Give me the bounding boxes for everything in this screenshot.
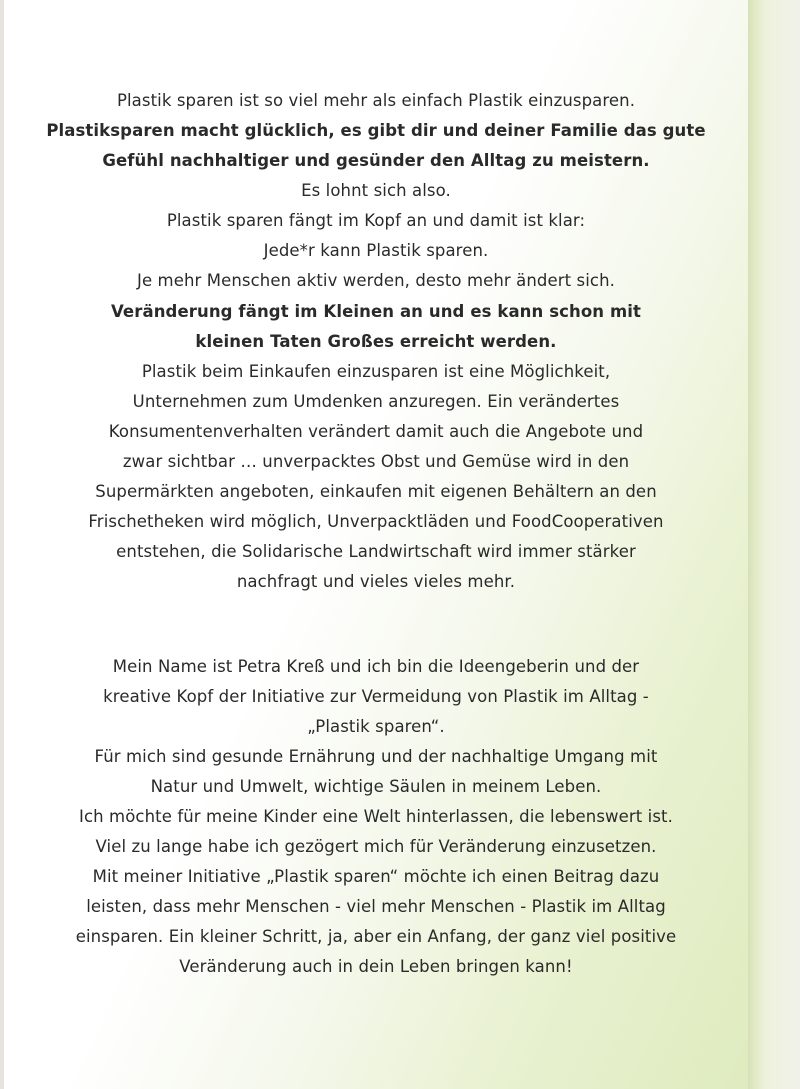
text-line: Natur und Umwelt, wichtige Säulen in meinem Leben. (150, 777, 602, 796)
text-line: Ich möchte für meine Kinder eine Welt hinterlassen, die lebenswert ist. (79, 807, 673, 826)
text-line: Supermärkten angeboten, einkaufen mit eigenen Behältern an den (95, 482, 657, 501)
text-line: Jede*r kann Plastik sparen. (263, 241, 489, 260)
text-line: Plastik beim Einkaufen einzusparen ist eine Möglichkeit, (141, 362, 611, 381)
text-line-bold: Gefühl nachhaltiger und gesünder den Alltag zu meistern. (102, 151, 650, 170)
text-line: Veränderung auch in dein Leben bringen kann! (179, 957, 573, 976)
author-paragraph (4, 652, 748, 982)
text-line: einsparen. Ein kleiner Schritt, ja, aber ein Anfang, der ganz viel positive (75, 927, 677, 946)
text-line: Je mehr Menschen aktiv werden, desto mehr ändert sich. (136, 271, 616, 290)
text-line: „Plastik sparen“. (307, 717, 445, 736)
text-line: Viel zu lange habe ich gezögert mich für Veränderung einzusetzen. (95, 837, 657, 856)
text-line: entstehen, die Solidarische Landwirtschaft wird immer stärker (116, 542, 636, 561)
text-line: Es lohnt sich also. (301, 181, 451, 200)
text-line: Mit meiner Initiative „Plastik sparen“ möchte ich einen Beitrag dazu (92, 867, 660, 886)
intro-paragraph (4, 86, 748, 296)
text-line: zwar sichtbar … unverpacktes Obst und Gemüse wird in den (122, 452, 630, 471)
text-line: Unternehmen zum Umdenken anzuregen. Ein verändertes (132, 392, 620, 411)
text-line: Plastik sparen ist so viel mehr als einfach Plastik einzusparen. (116, 91, 636, 110)
text-line: Frischetheken wird möglich, Unverpacktläden und FoodCooperativen (88, 512, 664, 531)
text-line-bold: Veränderung fängt im Kleinen an und es kann schon mit (110, 302, 642, 321)
text-line: nachfragt und vieles vieles mehr. (236, 572, 516, 591)
text-line: leisten, dass mehr Menschen - viel mehr Menschen - Plastik im Alltag (86, 897, 666, 916)
text-line-bold: kleinen Taten Großes erreicht werden. (195, 332, 557, 351)
text-line: Mein Name ist Petra Kreß und ich bin die Ideengeberin und der (112, 657, 640, 676)
change-paragraph (4, 297, 748, 597)
text-line: kreative Kopf der Initiative zur Vermeidung von Plastik im Alltag - (103, 687, 649, 706)
text-line: Plastik sparen fängt im Kopf an und damit ist klar: (166, 211, 586, 230)
text-line: Konsumentenverhalten verändert damit auch die Angebote und (108, 422, 644, 441)
text-line: Für mich sind gesunde Ernährung und der nachhaltige Umgang mit (94, 747, 658, 766)
text-line-bold: Plastiksparen macht glücklich, es gibt dir und deiner Familie das gute (46, 121, 706, 140)
page-edge (748, 0, 800, 1089)
